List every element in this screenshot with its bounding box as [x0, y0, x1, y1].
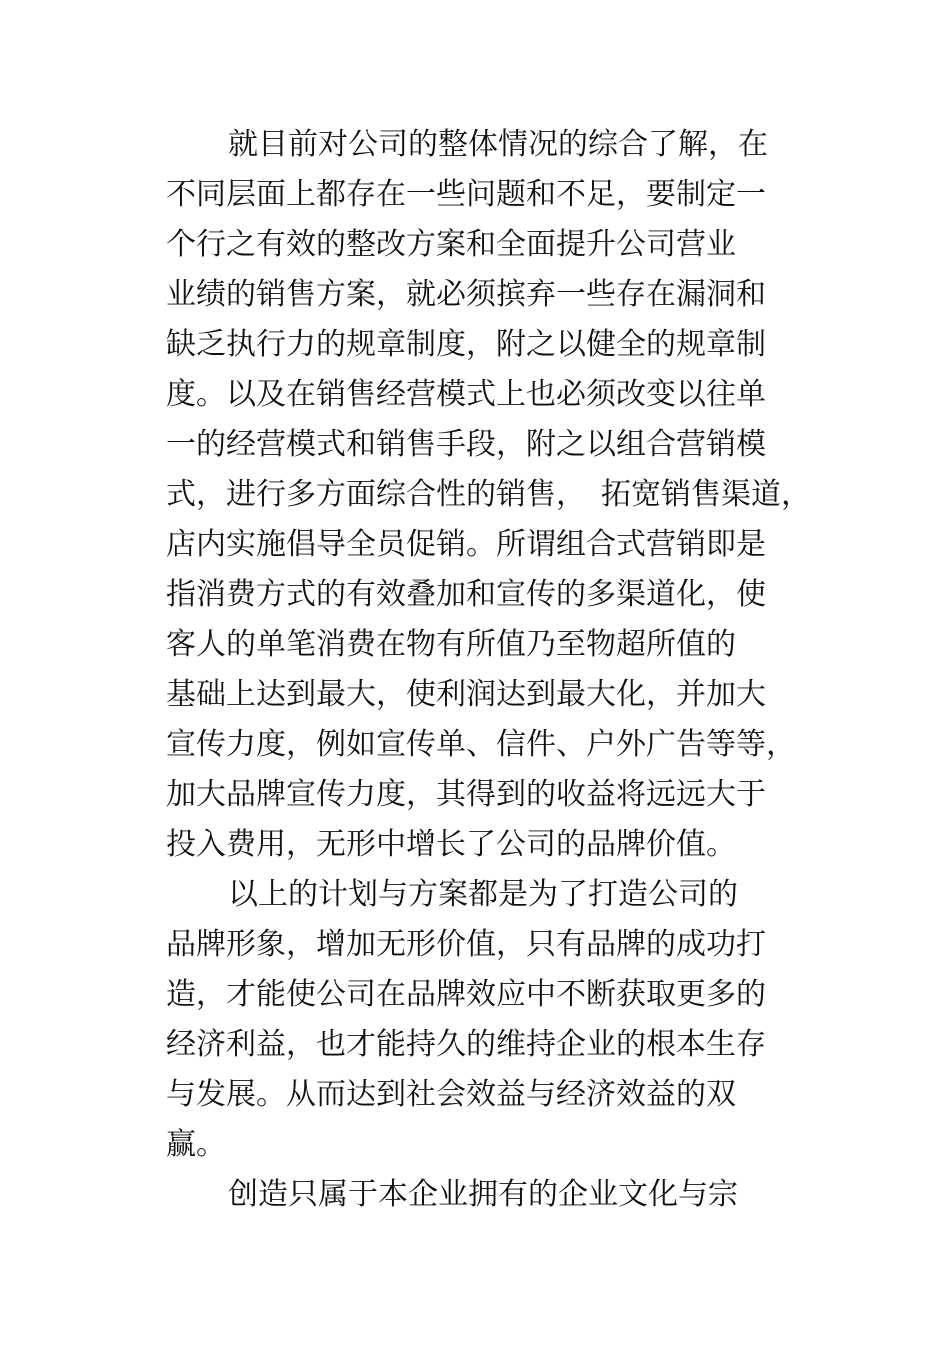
paragraph-3-line-1: 创造只属于本企业拥有的企业文化与宗: [228, 1177, 738, 1212]
paragraph-2-line-2: 品牌形象，增加无形价值，只有品牌的成功打: [166, 927, 766, 962]
paragraph-1-line-14: 加大品牌宣传力度，其得到的收益将远远大于: [166, 777, 766, 812]
paragraph-1-line-15: 投入费用，无形中增长了公司的品牌价值。: [166, 827, 736, 862]
paragraph-2-line-6: 赢。: [166, 1127, 226, 1162]
paragraph-1-line-5: 缺乏执行力的规章制度，附之以健全的规章制: [166, 327, 766, 362]
document-body: [166, 120, 811, 1220]
paragraph-1-line-3: 个行之有效的整改方案和全面提升公司营业: [166, 227, 736, 262]
paragraph-1-line-13: 宣传力度，例如宣传单、信件、户外广告等等，: [166, 727, 796, 762]
paragraph-1-line-8: 式，进行多方面综合性的销售， 拓宽销售渠道，: [166, 477, 811, 512]
paragraph-1-line-7: 一的经营模式和销售手段，附之以组合营销模: [166, 427, 766, 462]
paragraph-1-line-1: 就目前对公司的整体情况的综合了解，在: [228, 127, 768, 162]
paragraph-2-line-4: 经济利益，也才能持久的维持企业的根本生存: [166, 1027, 766, 1062]
paragraph-2-line-5: 与发展。从而达到社会效益与经济效益的双: [166, 1077, 736, 1112]
paragraph-2-line-3: 造，才能使公司在品牌效应中不断获取更多的: [166, 977, 766, 1012]
paragraph-2-line-1: 以上的计划与方案都是为了打造公司的: [228, 877, 738, 912]
paragraph-1-line-11: 客人的单笔消费在物有所值乃至物超所值的: [166, 627, 736, 662]
paragraph-1-line-4: 业绩的销售方案，就必须摈弃一些存在漏洞和: [166, 277, 766, 312]
paragraph-1-line-10: 指消费方式的有效叠加和宣传的多渠道化，使: [166, 577, 766, 612]
paragraph-1-line-2: 不同层面上都存在一些问题和不足，要制定一: [166, 177, 766, 212]
paragraph-1-line-6: 度。以及在销售经营模式上也必须改变以往单: [166, 377, 766, 412]
paragraph-1-line-9: 店内实施倡导全员促销。所谓组合式营销即是: [166, 527, 766, 562]
paragraph-1-line-12: 基础上达到最大，使利润达到最大化，并加大: [166, 677, 766, 712]
